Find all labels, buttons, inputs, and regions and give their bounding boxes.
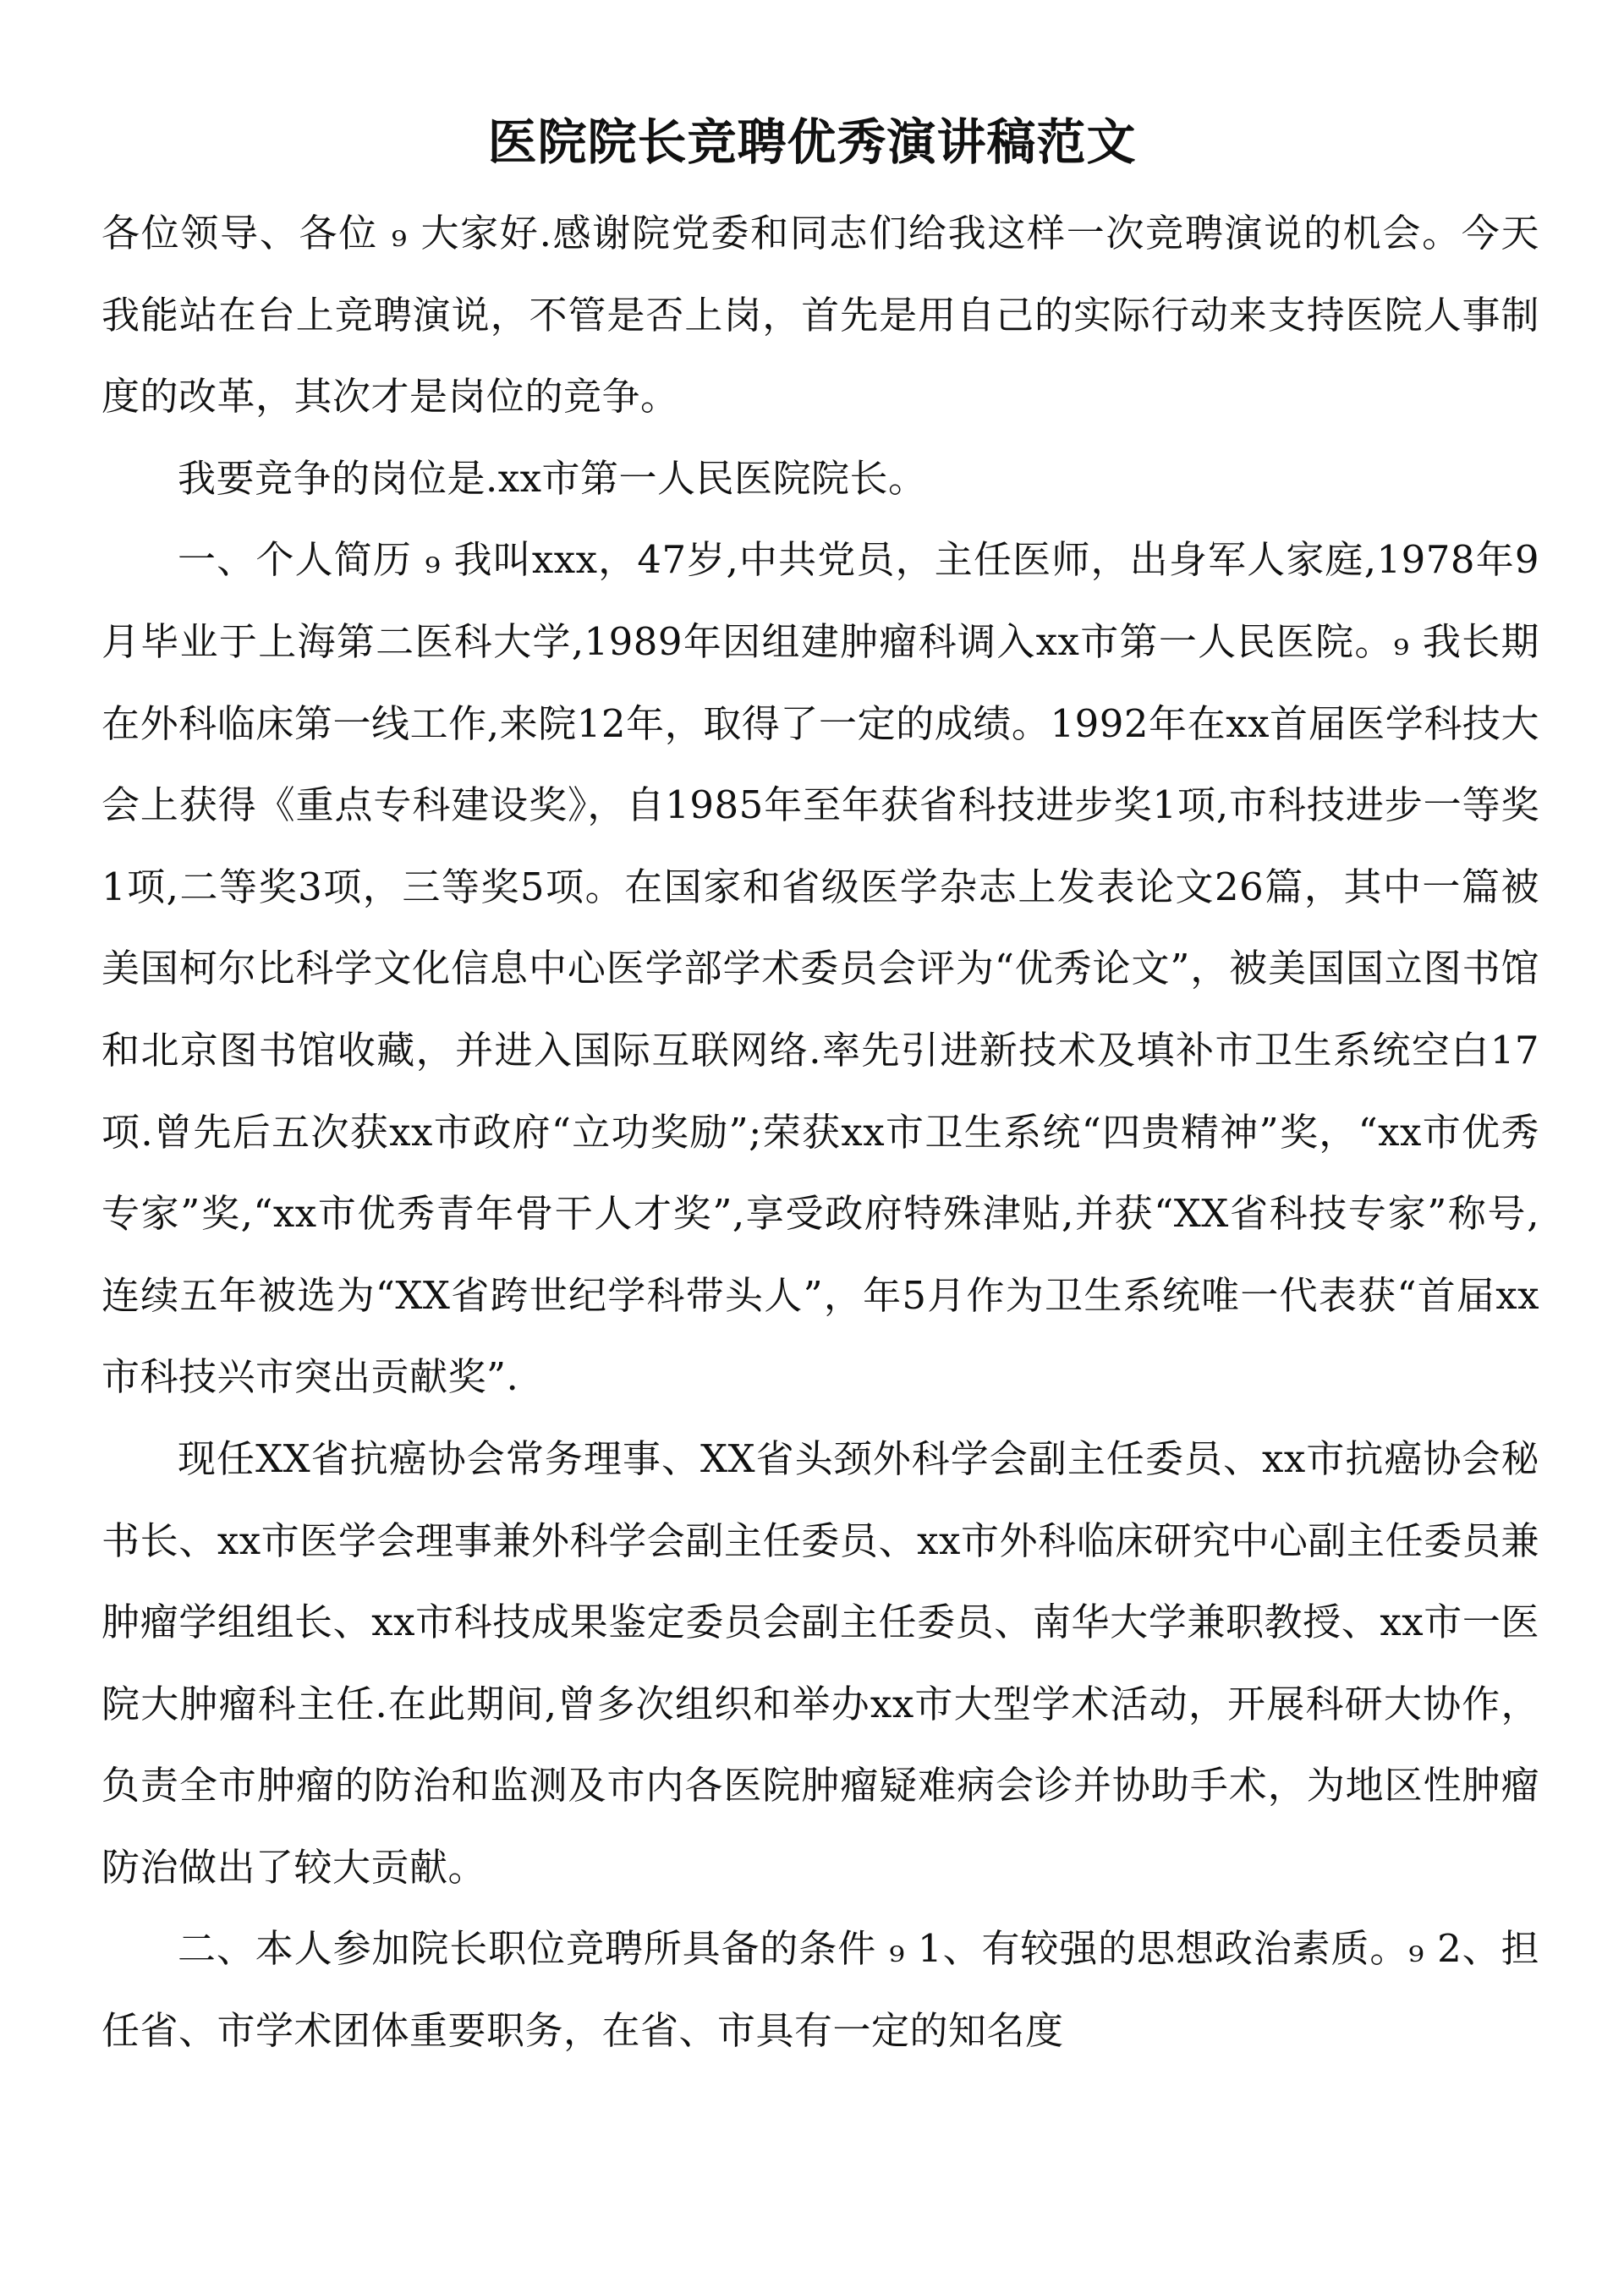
paragraph-greeting: 各位领导、各位 ₉ 大家好.感谢院党委和同志们给我这样一次竞聘演说的机会。今天我能站在台上竞聘演说，不管是否上岗，首先是用自己的实际行动来支持医院人事制度的改革，其次才是岗位的竞争。 — [102, 211, 1539, 420]
paragraph-target-position: 我要竞争的岗位是.xx市第一人民医院院长。 — [178, 455, 927, 501]
paragraph-current-positions: 现任XX省抗癌协会常务理事、XX省头颈外科学会副主任委员、xx市抗癌协会秘书长、xx市医学会理事兼外科学会副主任委员、xx市外科临床研究中心副主任委员兼肿瘤学组组长、xx市科技成果鉴定委员会副主任委员、南华大学兼职教授、xx市一医院大肿瘤科主任.在此期间,曾多次组织和举办xx市大型学术活动，开展科研大协作，负责全市肿瘤的防治和监测及市内各医院肿瘤疑难病会诊并协助手术，为地区性肿瘤防治做出了较大贡献。 — [102, 1435, 1539, 1890]
paragraph-qualifications: 二、本人参加院长职位竞聘所具备的条件 ₉ 1、有较强的思想政治素质。₉ 2、担任省、市学术团体重要职务，在省、市具有一定的知名度 — [102, 1926, 1539, 2054]
document-title: 医院院长竞聘优秀演讲稿范文 — [487, 113, 1137, 171]
paragraph-personal-resume: 一、个人简历 ₉ 我叫xxx，47岁,中共党员，主任医师，出身军人家庭,1978年9月毕业于上海第二医科大学,1989年因组建肿瘤科调入xx市第一人民医院。₉ 我长期在外科临床第一线工作,来院12年，取得了一定的成绩。1992年在xx首届医学科技大会上获得《重点专科建设奖》，自1985年至年获省科技进步奖1项,市科技进步一等奖1项,二等奖3项，三等奖5项。在国家和省级医学杂志上发表论文26篇，其中一篇被美国柯尔比科学文化信息中心医学部学术委员会评为“优秀论文”，被美国国立图书馆和北京图书馆收藏，并进入国际互联网络.率先引进新技术及填补市卫生系统空白17项.曾先后五次获xx市政府“立功奖励”;荣获xx市卫生系统“四贵精神”奖，“xx市优秀专家”奖,“xx市优秀青年骨干人才奖”,享受政府特殊津贴,并获“XX省科技专家”称号,连续五年被选为“XX省跨世纪学科带头人”，年5月作为卫生系统唯一代表获“首届xx市科技兴市突出贡献奖”. — [102, 537, 1539, 1400]
document-body — [102, 193, 1539, 2072]
